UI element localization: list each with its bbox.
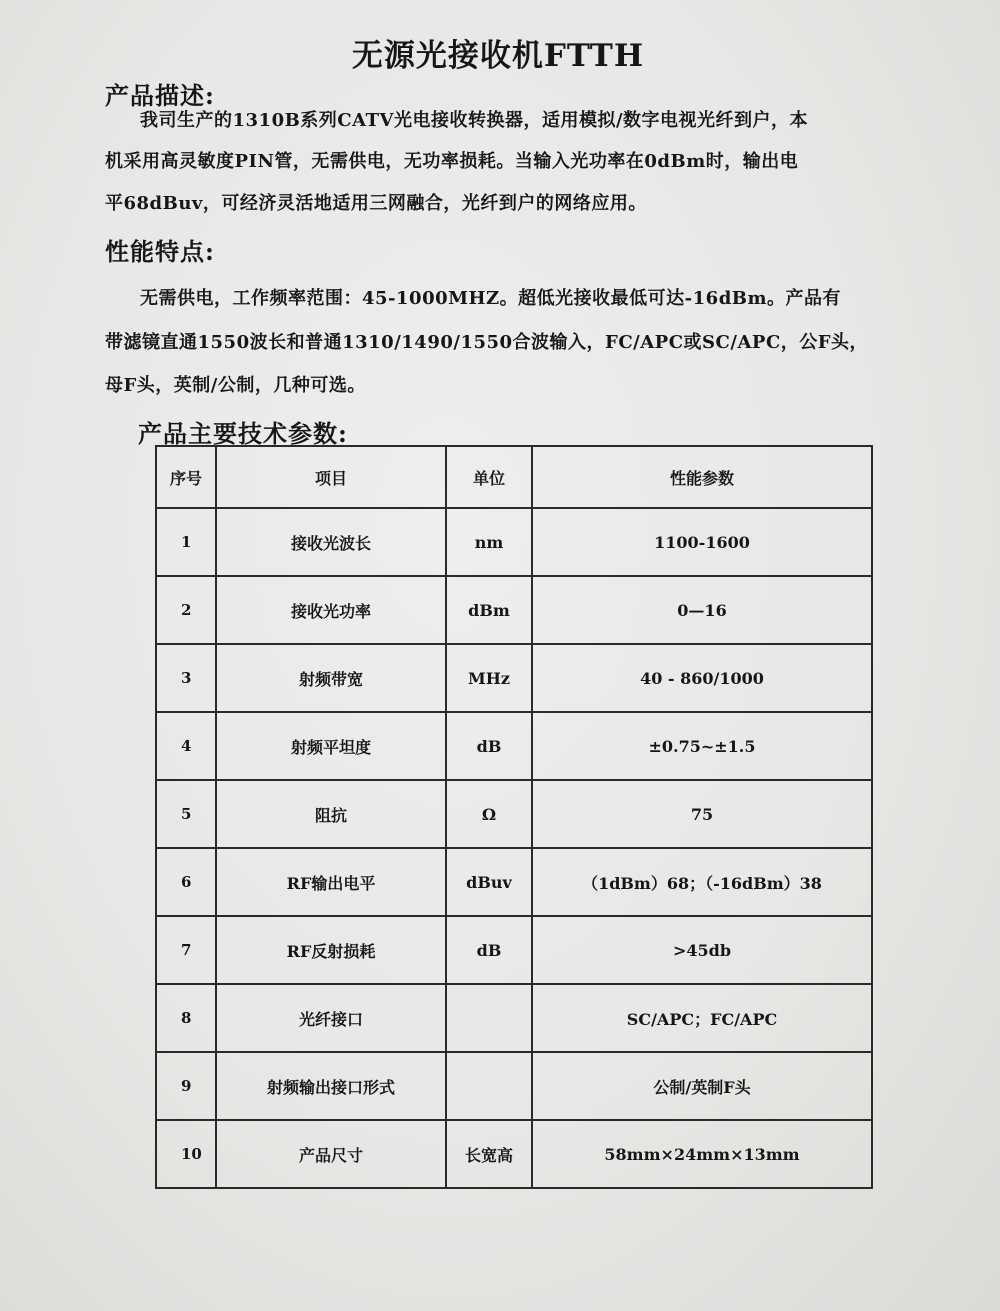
row-number-cell: 2 xyxy=(156,576,216,644)
unit-cell: dB xyxy=(446,712,532,780)
table-row xyxy=(156,712,872,780)
row-number-cell: 9 xyxy=(156,1052,216,1120)
table-row xyxy=(156,576,872,644)
item-cell: 射频输出接口形式 xyxy=(216,1052,446,1120)
row-number-cell: 7 xyxy=(156,916,216,984)
value-cell: 公制/英制F头 xyxy=(532,1052,872,1120)
table-row xyxy=(156,780,872,848)
description-line: 机采用高灵敏度PIN管，无需供电，无功率损耗。当输入光功率在0dBm时，输出电 xyxy=(105,151,799,172)
column-header-unit: 单位 xyxy=(446,446,532,508)
item-cell: 光纤接口 xyxy=(216,984,446,1052)
row-number-cell: 8 xyxy=(156,984,216,1052)
value-cell: 40 - 860/1000 xyxy=(532,644,872,712)
table-row xyxy=(156,1052,872,1120)
table-row xyxy=(156,848,872,916)
item-cell: RF输出电平 xyxy=(216,848,446,916)
value-cell: ±0.75~±1.5 xyxy=(532,712,872,780)
value-cell: 1100-1600 xyxy=(532,508,872,576)
document-title: 无源光接收机FTTH xyxy=(351,38,645,74)
value-cell: 0—16 xyxy=(532,576,872,644)
specs-heading: 产品主要技术参数: xyxy=(138,419,348,448)
row-number-cell: 10 xyxy=(156,1120,216,1188)
description-line: 我司生产的1310B系列CATV光电接收转换器，适用模拟/数字电视光纤到户，本 xyxy=(140,110,809,131)
item-cell: RF反射损耗 xyxy=(216,916,446,984)
value-cell: （1dBm）68；（-16dBm）38 xyxy=(532,848,872,916)
item-cell: 射频带宽 xyxy=(216,644,446,712)
column-header-number: 序号 xyxy=(156,446,216,508)
unit-cell: Ω xyxy=(446,780,532,848)
value-cell: 75 xyxy=(532,780,872,848)
item-cell: 产品尺寸 xyxy=(216,1120,446,1188)
table-row xyxy=(156,1120,872,1188)
table-header-row xyxy=(156,446,872,508)
item-cell: 阻抗 xyxy=(216,780,446,848)
item-cell: 射频平坦度 xyxy=(216,712,446,780)
unit-cell xyxy=(446,1052,532,1120)
row-number-cell: 1 xyxy=(156,508,216,576)
item-cell: 接收光波长 xyxy=(216,508,446,576)
row-number-cell: 6 xyxy=(156,848,216,916)
features-heading: 性能特点: xyxy=(105,237,215,266)
features-line: 母F头，英制/公制，几种可选。 xyxy=(105,375,366,396)
row-number-cell: 3 xyxy=(156,644,216,712)
item-cell: 接收光功率 xyxy=(216,576,446,644)
column-header-value: 性能参数 xyxy=(532,446,872,508)
description-line: 平68dBuv，可经济灵活地适用三网融合，光纤到户的网络应用。 xyxy=(105,193,647,214)
unit-cell: dB xyxy=(446,916,532,984)
unit-cell xyxy=(446,984,532,1052)
table-row xyxy=(156,984,872,1052)
table-row xyxy=(156,508,872,576)
row-number-cell: 5 xyxy=(156,780,216,848)
unit-cell: MHz xyxy=(446,644,532,712)
table-row xyxy=(156,644,872,712)
description-heading: 产品描述: xyxy=(105,81,215,110)
unit-cell: dBm xyxy=(446,576,532,644)
features-line: 无需供电，工作频率范围：45-1000MHZ。超低光接收最低可达-16dBm。产品有 xyxy=(140,288,842,309)
unit-cell: dBuv xyxy=(446,848,532,916)
value-cell: >45db xyxy=(532,916,872,984)
unit-cell: nm xyxy=(446,508,532,576)
specs-table xyxy=(155,445,873,1189)
features-line: 带滤镜直通1550波长和普通1310/1490/1550合波输入，FC/APC或SC/APC，公F头， xyxy=(105,332,869,353)
table-row xyxy=(156,916,872,984)
unit-cell: 长宽高 xyxy=(446,1120,532,1188)
value-cell: SC/APC；FC/APC xyxy=(532,984,872,1052)
row-number-cell: 4 xyxy=(156,712,216,780)
value-cell: 58mm×24mm×13mm xyxy=(532,1120,872,1188)
column-header-item: 项目 xyxy=(216,446,446,508)
